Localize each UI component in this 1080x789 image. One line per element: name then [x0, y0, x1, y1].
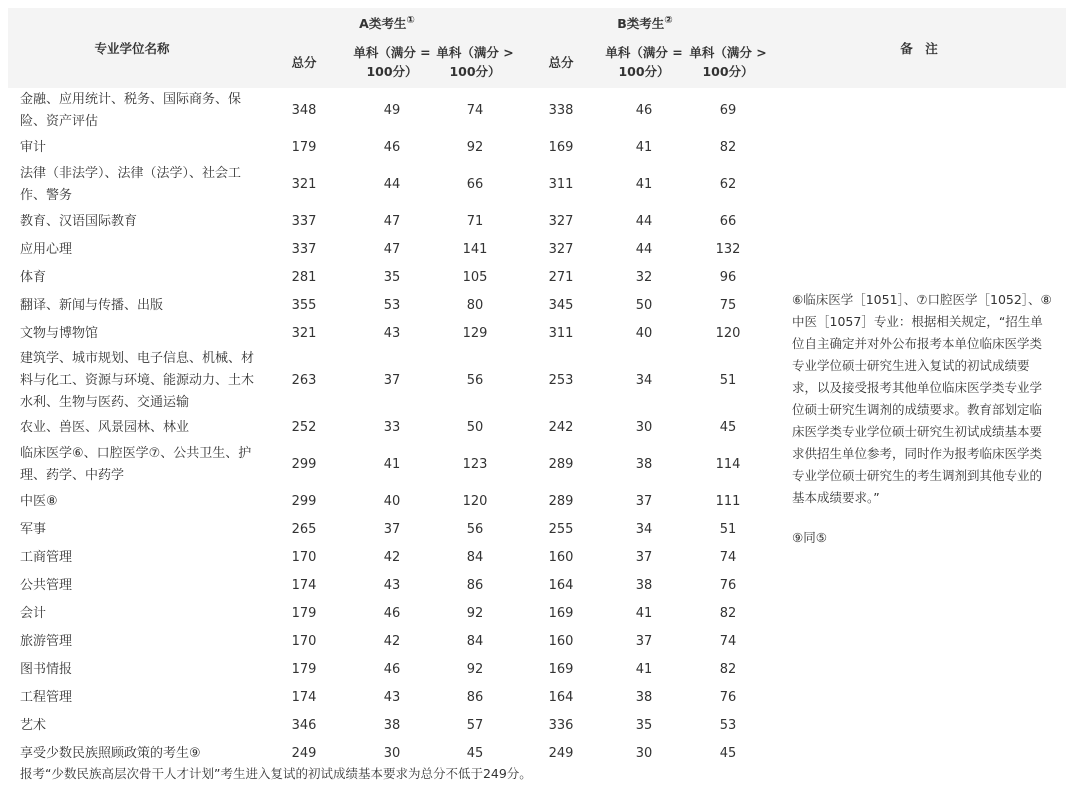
cell-b-total: 249 [548, 746, 574, 761]
header-group-b: B类考生② [518, 8, 772, 36]
cell-name: 翻译、新闻与传播、出版 [20, 298, 164, 313]
cell-a-total: 179 [291, 606, 317, 621]
cell-b-gt: 120 [715, 326, 741, 341]
header-a-total: 总分 [256, 36, 352, 88]
cell-a-eq: 47 [383, 214, 401, 229]
cell-b-eq: 38 [635, 690, 653, 705]
cell-a-total: 281 [291, 270, 317, 285]
cell-name: 艺术 [20, 718, 47, 733]
cell-b-total: 289 [548, 494, 574, 509]
cell-b-eq: 34 [635, 522, 653, 537]
cell-name: 军事 [20, 522, 47, 537]
cell-a-gt: 56 [466, 373, 484, 388]
cell-b-total: 327 [548, 242, 574, 257]
cell-a-eq: 41 [383, 457, 401, 472]
cell-a-eq: 37 [383, 373, 401, 388]
cell-b-gt: 111 [715, 494, 741, 509]
cell-b-gt: 96 [719, 270, 737, 285]
cell-a-gt: 86 [466, 578, 484, 593]
cell-b-gt: 75 [719, 298, 737, 313]
cell-b-gt: 69 [719, 103, 737, 118]
cell-b-gt: 53 [719, 718, 737, 733]
cell-b-eq: 32 [635, 270, 653, 285]
cell-a-gt: 66 [466, 177, 484, 192]
cell-b-eq: 41 [635, 140, 653, 155]
cell-a-eq: 53 [383, 298, 401, 313]
cell-a-total: 355 [291, 298, 317, 313]
cell-b-gt: 74 [719, 634, 737, 649]
cell-a-gt: 84 [466, 550, 484, 565]
cell-b-gt: 82 [719, 140, 737, 155]
cell-b-gt: 114 [715, 457, 741, 472]
cell-b-eq: 37 [635, 634, 653, 649]
cell-b-eq: 41 [635, 662, 653, 677]
cell-a-eq: 35 [383, 270, 401, 285]
cell-a-total: 337 [291, 214, 317, 229]
remarks-cell [772, 88, 1066, 768]
cell-a-eq: 44 [383, 177, 401, 192]
cell-b-total: 242 [548, 420, 574, 435]
cell-b-total: 169 [548, 662, 574, 677]
cell-a-eq: 30 [383, 746, 401, 761]
cell-name: 旅游管理 [20, 634, 73, 649]
cell-name: 农业、兽医、风景园林、林业 [20, 420, 190, 435]
cell-a-total: 170 [291, 634, 317, 649]
cell-name: 临床医学⑥、口腔医学⑦、公共卫生、护理、药学、中药学 [20, 446, 252, 483]
cell-name: 会计 [20, 606, 47, 621]
cell-name: 公共管理 [20, 578, 73, 593]
cell-a-eq: 33 [383, 420, 401, 435]
cell-name: 建筑学、城市规划、电子信息、机械、材料与化工、资源与环境、能源动力、土木水利、生物与医药、交通运输 [20, 351, 255, 410]
cell-a-eq: 37 [383, 522, 401, 537]
cell-name: 体育 [20, 270, 47, 285]
cell-name: 应用心理 [20, 242, 73, 257]
cell-b-total: 253 [548, 373, 574, 388]
cell-a-eq: 47 [383, 242, 401, 257]
cell-a-total: 321 [291, 177, 317, 192]
cell-b-gt: 82 [719, 662, 737, 677]
cell-a-gt: 92 [466, 140, 484, 155]
cell-a-gt: 129 [462, 326, 488, 341]
cell-a-total: 174 [291, 690, 317, 705]
cell-a-total: 263 [291, 373, 317, 388]
cell-name: 享受少数民族照顾政策的考生⑨ [20, 746, 201, 761]
cell-a-gt: 50 [466, 420, 484, 435]
cell-a-gt: 57 [466, 718, 484, 733]
cell-b-gt: 74 [719, 550, 737, 565]
cell-a-total: 299 [291, 494, 317, 509]
cell-a-gt: 71 [466, 214, 484, 229]
footnote: 报考“少数民族高层次骨干人才计划”考生进入复试的初试成绩基本要求为总分不低于249分。 [20, 766, 532, 781]
cell-b-gt: 132 [715, 242, 741, 257]
cell-a-eq: 40 [383, 494, 401, 509]
cell-a-total: 252 [291, 420, 317, 435]
cell-b-gt: 66 [719, 214, 737, 229]
cell-a-eq: 46 [383, 606, 401, 621]
cell-b-total: 327 [548, 214, 574, 229]
cell-name: 审计 [20, 140, 47, 155]
cell-a-total: 249 [291, 746, 317, 761]
cell-b-gt: 45 [719, 746, 737, 761]
cell-name: 文物与博物馆 [20, 326, 99, 341]
header-b-single-gt: 单科（满分 > 100分） [684, 36, 772, 88]
cell-b-total: 164 [548, 690, 574, 705]
cell-b-total: 160 [548, 634, 574, 649]
cell-b-gt: 62 [719, 177, 737, 192]
cell-b-gt: 45 [719, 420, 737, 435]
cell-name: 金融、应用统计、税务、国际商务、保险、资产评估 [20, 92, 242, 129]
cell-a-gt: 86 [466, 690, 484, 705]
cell-b-eq: 37 [635, 550, 653, 565]
cell-b-total: 164 [548, 578, 574, 593]
score-table [8, 8, 1066, 768]
cell-b-eq: 41 [635, 606, 653, 621]
cell-a-total: 265 [291, 522, 317, 537]
cell-b-eq: 44 [635, 214, 653, 229]
cell-a-total: 346 [291, 718, 317, 733]
header-remarks: 备 注 [772, 8, 1066, 88]
cell-b-total: 345 [548, 298, 574, 313]
cell-a-total: 348 [291, 103, 317, 118]
cell-name: 中医⑧ [20, 494, 58, 509]
cell-b-eq: 30 [635, 746, 653, 761]
cell-a-total: 179 [291, 662, 317, 677]
cell-b-eq: 37 [635, 494, 653, 509]
cell-b-eq: 46 [635, 103, 653, 118]
cell-name: 教育、汉语国际教育 [20, 214, 138, 229]
cell-b-total: 255 [548, 522, 574, 537]
cell-b-eq: 38 [635, 457, 653, 472]
cell-b-total: 160 [548, 550, 574, 565]
cell-a-total: 174 [291, 578, 317, 593]
table-row [8, 88, 1066, 134]
cell-b-total: 169 [548, 140, 574, 155]
cell-a-gt: 80 [466, 298, 484, 313]
cell-a-gt: 92 [466, 606, 484, 621]
cell-a-gt: 84 [466, 634, 484, 649]
cell-a-total: 179 [291, 140, 317, 155]
cell-b-total: 271 [548, 270, 574, 285]
cell-name: 工商管理 [20, 550, 73, 565]
remark-clinical-note: ⑥临床医学［1051］、⑦口腔医学［1052］、⑧中医［1057］专业：根据相关规定，“招生单位自主确定并对外公布报考本单位临床医学类专业学位硕士研究生进入复试的初试成绩要求，以及接受报考其他单位临床医学类专业学位硕士研究生调剂的成绩要求。教育部划定临床医学类专业学位硕士研究生初试成绩基本要求供招生单位参考，同时作为报考临床医学类专业学位硕士研究生的考生调剂到其他专业的基本成绩要求。” [792, 292, 1052, 505]
cell-b-eq: 40 [635, 326, 653, 341]
cell-name: 图书情报 [20, 662, 73, 677]
cell-b-total: 289 [548, 457, 574, 472]
cell-b-eq: 35 [635, 718, 653, 733]
cell-name: 法律（非法学）、法律（法学）、社会工作、警务 [20, 166, 242, 203]
cell-b-gt: 82 [719, 606, 737, 621]
cell-b-gt: 51 [719, 522, 737, 537]
header-row-1 [8, 8, 1066, 36]
cell-a-gt: 56 [466, 522, 484, 537]
cell-b-gt: 76 [719, 690, 737, 705]
cell-a-gt: 141 [462, 242, 488, 257]
cell-a-gt: 92 [466, 662, 484, 677]
header-group-a: A类考生① [256, 8, 518, 36]
header-name-col: 专业学位名称 [8, 8, 256, 88]
cell-a-total: 337 [291, 242, 317, 257]
cell-a-eq: 38 [383, 718, 401, 733]
cell-b-total: 338 [548, 103, 574, 118]
cell-a-eq: 49 [383, 103, 401, 118]
cell-a-total: 299 [291, 457, 317, 472]
cell-a-eq: 42 [383, 634, 401, 649]
cell-b-eq: 44 [635, 242, 653, 257]
cell-b-eq: 30 [635, 420, 653, 435]
cell-a-gt: 105 [462, 270, 488, 285]
header-a-single-gt: 单科（满分 > 100分） [432, 36, 518, 88]
cell-b-total: 311 [548, 177, 574, 192]
cell-a-eq: 43 [383, 690, 401, 705]
remark-same-note: ⑨同⑤ [792, 530, 827, 545]
header-b-total: 总分 [518, 36, 604, 88]
cell-a-eq: 42 [383, 550, 401, 565]
cell-a-total: 321 [291, 326, 317, 341]
cell-a-eq: 43 [383, 578, 401, 593]
cell-b-eq: 38 [635, 578, 653, 593]
header-b-single-eq: 单科（满分 = 100分） [604, 36, 684, 88]
cell-name: 工程管理 [20, 690, 73, 705]
cell-a-eq: 43 [383, 326, 401, 341]
cell-a-gt: 123 [462, 457, 488, 472]
cell-b-total: 336 [548, 718, 574, 733]
cell-a-total: 170 [291, 550, 317, 565]
table-body [8, 88, 1066, 768]
cell-a-gt: 120 [462, 494, 488, 509]
cell-b-eq: 34 [635, 373, 653, 388]
cell-a-gt: 74 [466, 103, 484, 118]
cell-a-eq: 46 [383, 662, 401, 677]
cell-b-gt: 51 [719, 373, 737, 388]
header-a-single-eq: 单科（满分 = 100分） [352, 36, 432, 88]
cell-b-total: 311 [548, 326, 574, 341]
cell-b-eq: 41 [635, 177, 653, 192]
cell-b-eq: 50 [635, 298, 653, 313]
cell-a-gt: 45 [466, 746, 484, 761]
cell-a-eq: 46 [383, 140, 401, 155]
cell-b-total: 169 [548, 606, 574, 621]
cell-b-gt: 76 [719, 578, 737, 593]
